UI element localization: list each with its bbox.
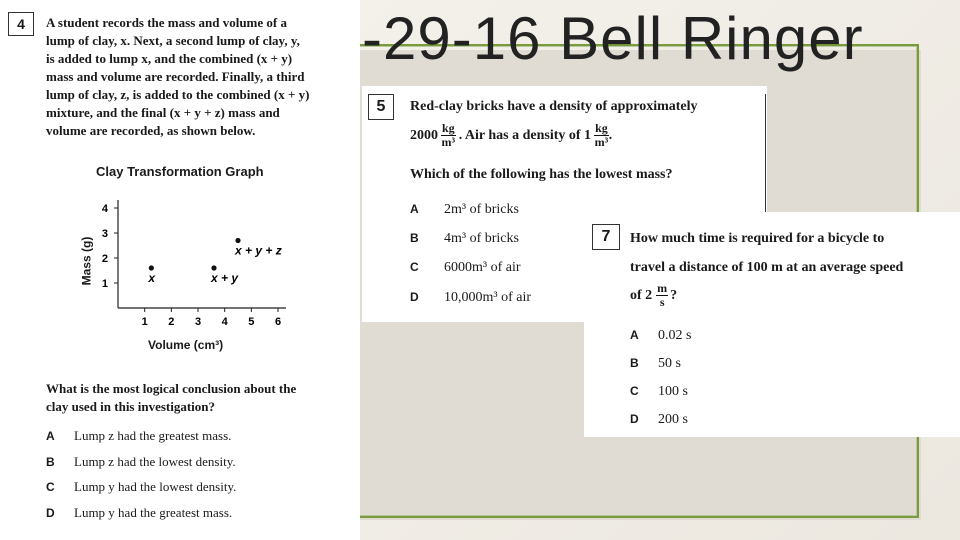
y-tick-label: 3 bbox=[101, 228, 108, 240]
answer-option-b[interactable] bbox=[630, 356, 681, 372]
answer-option-d[interactable] bbox=[46, 505, 232, 521]
option-text: 100 s bbox=[658, 384, 688, 399]
unit-numerator: kg bbox=[595, 121, 608, 135]
question-5-stem-line-2: 2000 $\frac{kg}{\text{m³}}$ . Air has a density of 1 $\frac{kg}{\text{m³}}$ . bbox=[410, 121, 613, 149]
option-text: Lump z had the greatest mass. bbox=[74, 428, 232, 443]
option-letter: A bbox=[630, 328, 639, 342]
density-value: 2000 bbox=[410, 127, 438, 143]
data-point bbox=[211, 265, 216, 270]
y-tick-label: 4 bbox=[101, 203, 108, 215]
prompt-line: clay used in this investigation? bbox=[46, 399, 216, 414]
stem-line: mass and volume are recorded. Finally, a third bbox=[46, 69, 305, 84]
data-point bbox=[149, 265, 154, 270]
unit-denominator: m³ bbox=[441, 135, 456, 149]
answer-option-a[interactable] bbox=[630, 328, 691, 344]
x-tick-label: 6 bbox=[274, 316, 282, 328]
question-number: 7 bbox=[592, 224, 620, 250]
chart-title: Clay Transformation Graph bbox=[96, 164, 264, 179]
unit-numerator: kg bbox=[442, 121, 455, 135]
answer-option-b[interactable] bbox=[410, 231, 519, 247]
option-text: 4m³ of bricks bbox=[444, 231, 519, 246]
option-text: 0.02 s bbox=[658, 328, 692, 343]
data-point-label: x + y + z bbox=[235, 243, 282, 258]
option-letter: C bbox=[630, 384, 639, 398]
question-4-stem bbox=[46, 14, 309, 140]
question-5-stem-line-3: Which of the following has the lowest mass? bbox=[410, 167, 673, 182]
stem-line: mixture, and the final (x + y + z) mass and bbox=[46, 105, 280, 120]
option-letter: D bbox=[630, 412, 639, 426]
slide-title: -29-16 Bell Ringer bbox=[362, 5, 864, 72]
question-4-panel bbox=[0, 0, 360, 540]
option-text: Lump y had the lowest density. bbox=[74, 479, 237, 494]
option-letter: A bbox=[410, 202, 419, 216]
stem-text: ? bbox=[670, 287, 678, 303]
x-tick-label: 3 bbox=[194, 316, 202, 328]
question-7-panel bbox=[584, 212, 960, 437]
answer-option-c[interactable] bbox=[46, 479, 236, 495]
option-letter: B bbox=[630, 356, 639, 370]
stem-text: of 2 bbox=[630, 287, 653, 303]
question-number: 5 bbox=[368, 94, 394, 120]
option-text: 2m³ of bricks bbox=[444, 202, 519, 217]
option-text: Lump y had the greatest mass. bbox=[74, 505, 233, 520]
unit-denominator: m³ bbox=[594, 135, 609, 149]
stem-line: lump of clay, x. Next, a second lump of clay, y, bbox=[46, 33, 300, 48]
answer-option-a[interactable] bbox=[410, 202, 519, 218]
option-text: 200 s bbox=[658, 412, 688, 427]
option-text: Lump z had the lowest density. bbox=[74, 454, 236, 469]
clay-transformation-chart bbox=[90, 188, 290, 338]
answer-option-c[interactable] bbox=[410, 260, 521, 276]
option-letter: C bbox=[410, 260, 419, 274]
density-unit bbox=[594, 122, 609, 149]
option-letter: D bbox=[410, 290, 419, 304]
option-text: 50 s bbox=[658, 356, 681, 371]
option-text: 6000m³ of air bbox=[444, 260, 521, 275]
stem-line: volume are recorded, as shown below. bbox=[46, 123, 256, 138]
question-7-stem-line-1: How much time is required for a bicycle to bbox=[630, 231, 885, 246]
unit-numerator: m bbox=[657, 281, 668, 295]
panel-edge-line bbox=[765, 94, 766, 224]
question-5-stem-line-1: Red-clay bricks have a density of approximately bbox=[410, 99, 698, 114]
x-tick-label: 5 bbox=[248, 316, 255, 328]
density-unit bbox=[441, 122, 456, 149]
answer-option-b[interactable] bbox=[46, 454, 236, 470]
answer-option-d[interactable] bbox=[410, 290, 531, 306]
chart-y-axis-label: Mass (g) bbox=[79, 236, 94, 286]
option-letter: C bbox=[46, 480, 55, 494]
chart-x-axis-label: Volume (cm³) bbox=[148, 338, 224, 352]
stem-text: . Air has a density of 1 bbox=[458, 127, 592, 143]
answer-option-d[interactable] bbox=[630, 412, 688, 428]
option-text: 10,000m³ of air bbox=[444, 290, 532, 305]
data-point-label: x bbox=[148, 271, 156, 285]
option-letter: B bbox=[46, 455, 55, 469]
option-letter: B bbox=[410, 231, 419, 245]
x-tick-label: 1 bbox=[141, 316, 148, 328]
stem-line: A student records the mass and volume of a bbox=[46, 15, 287, 30]
y-tick-label: 2 bbox=[101, 253, 108, 265]
question-7-stem-line-3 bbox=[630, 282, 677, 309]
answer-option-a[interactable] bbox=[46, 428, 231, 444]
stem-line: lump of clay, z, is added to the combined (x + y) bbox=[46, 87, 310, 102]
question-number: 4 bbox=[8, 12, 34, 36]
option-letter: A bbox=[46, 429, 55, 443]
option-letter: D bbox=[46, 506, 55, 520]
answer-option-c[interactable] bbox=[630, 384, 688, 400]
question-7-stem-line-2: travel a distance of 100 m at an average speed bbox=[630, 260, 904, 275]
prompt-line: What is the most logical conclusion about the bbox=[46, 381, 297, 396]
question-4-prompt bbox=[46, 380, 296, 416]
stem-line: is added to lump x, and the combined (x + y) bbox=[46, 51, 293, 66]
data-point bbox=[235, 238, 240, 243]
unit-denominator: s bbox=[659, 295, 665, 309]
data-point-label: x + y bbox=[211, 271, 239, 285]
x-tick-label: 4 bbox=[221, 316, 228, 328]
y-tick-label: 1 bbox=[101, 278, 108, 290]
x-tick-label: 2 bbox=[168, 316, 175, 328]
speed-unit bbox=[656, 282, 668, 309]
